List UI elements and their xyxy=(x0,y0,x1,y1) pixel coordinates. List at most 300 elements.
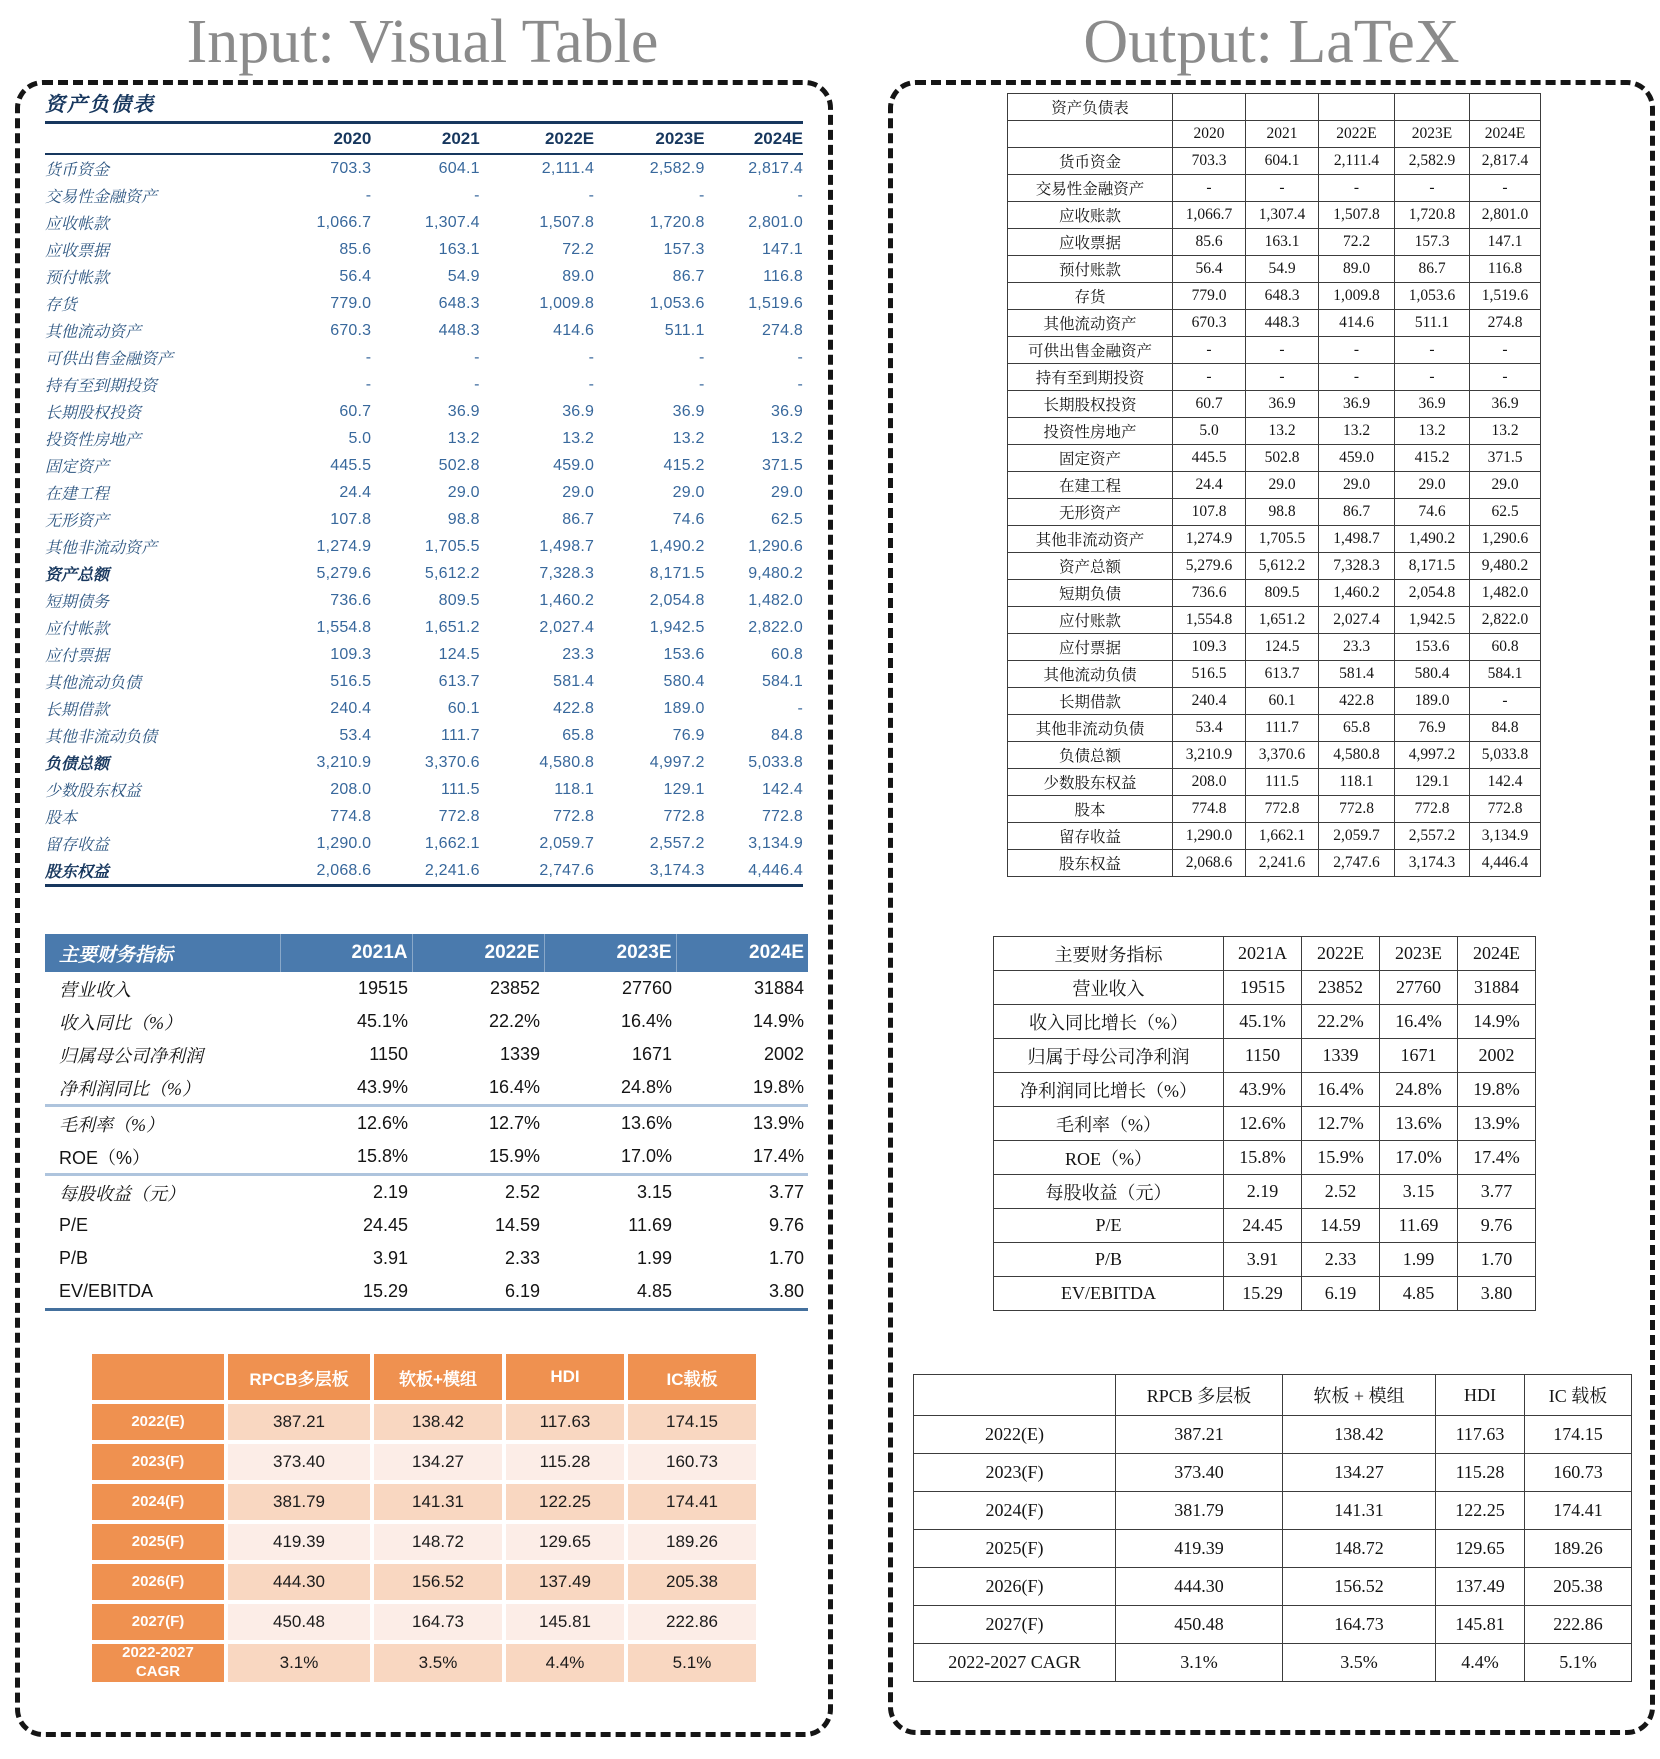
cell-value: 809.5 xyxy=(438,591,480,609)
cell-value: 208.0 xyxy=(1173,769,1246,796)
cell-value: 415.2 xyxy=(1395,445,1470,472)
cell-value: 13.6% xyxy=(620,1113,672,1133)
cell-value: 3.15 xyxy=(636,1182,672,1202)
row-label: 在建工程 xyxy=(45,486,110,503)
cell-value: 1,519.6 xyxy=(1470,283,1541,310)
cell-value: 19515 xyxy=(1224,971,1302,1005)
cell-value: 205.38 xyxy=(628,1564,756,1600)
cell-value: 772.8 xyxy=(663,807,705,825)
cell-value: 13.2 xyxy=(562,429,595,447)
cell-value: 60.1 xyxy=(1246,688,1319,715)
row-label: 留存收益 xyxy=(1008,823,1173,850)
table-row xyxy=(45,1209,808,1242)
table-row xyxy=(1008,472,1541,499)
cell-value: 2,822.0 xyxy=(1470,607,1541,634)
cell-value: 445.5 xyxy=(330,456,372,474)
cell-value: 13.2 xyxy=(771,429,803,447)
row-label: 2025(F) xyxy=(92,1524,224,1560)
output-panel-title: Output: LaTeX xyxy=(1083,8,1460,76)
cell-value: 2,582.9 xyxy=(1395,148,1470,175)
cell-value: 15.8% xyxy=(1224,1141,1302,1175)
cell-value: 3.5% xyxy=(1283,1644,1436,1682)
row-label: ROE（%） xyxy=(994,1141,1224,1175)
row-label: 其他流动资产 xyxy=(1008,310,1173,337)
row-label: 毛利率（%） xyxy=(59,1114,164,1135)
cell-value: 1,482.0 xyxy=(748,591,803,609)
table-row xyxy=(45,614,803,641)
cell-value: 5.0 xyxy=(1173,418,1246,445)
cell-value: 3.80 xyxy=(676,1275,808,1310)
cell-value: 1,498.7 xyxy=(1319,526,1395,553)
cell-value: 98.8 xyxy=(1246,499,1319,526)
cell-value: 189.0 xyxy=(1395,688,1470,715)
row-label: 应收票据 xyxy=(1008,229,1173,256)
row-label: 其他非流动负债 xyxy=(1008,715,1173,742)
cell-value: 381.79 xyxy=(228,1484,370,1520)
latex-segment-forecast xyxy=(913,1374,1632,1682)
cell-value: - xyxy=(1470,364,1541,391)
cell-value: 580.4 xyxy=(1395,661,1470,688)
table-row xyxy=(1008,148,1541,175)
cell-value: 14.9% xyxy=(1458,1005,1536,1039)
cell-value: 205.38 xyxy=(1525,1568,1632,1606)
cell-value: 115.28 xyxy=(1436,1454,1525,1492)
cell-value: 703.3 xyxy=(1173,148,1246,175)
cell-value: 5,279.6 xyxy=(1173,553,1246,580)
cell-value: 22.2% xyxy=(488,1011,540,1031)
header-row xyxy=(1008,94,1541,121)
balance-sheet-visual xyxy=(45,88,803,887)
row-label: 货币资金 xyxy=(1008,148,1173,175)
cell-value: 29.0 xyxy=(447,483,480,501)
cell-value: 648.3 xyxy=(438,294,480,312)
row-label: 营业收入 xyxy=(994,971,1224,1005)
table-row xyxy=(994,1209,1536,1243)
table-row xyxy=(45,641,803,668)
row-label: 2022(E) xyxy=(92,1404,224,1440)
cell-value: 5.0 xyxy=(348,429,372,447)
cell-value: 29.0 xyxy=(1395,472,1470,499)
cell-value: 122.25 xyxy=(1436,1492,1525,1530)
cell-value: 1,554.8 xyxy=(1173,607,1246,634)
cell-value: 2,822.0 xyxy=(748,618,803,636)
cell-value: 189.0 xyxy=(663,699,705,717)
cell-value: 4,446.4 xyxy=(1470,850,1541,877)
cell-value: 62.5 xyxy=(771,510,803,528)
row-label: 其他非流动资产 xyxy=(1008,526,1173,553)
cell-value: 774.8 xyxy=(1173,796,1246,823)
table-row xyxy=(45,1140,808,1175)
table-row xyxy=(1008,661,1541,688)
cell-value: 36.9 xyxy=(447,402,480,420)
cell-value: 1,053.6 xyxy=(1395,283,1470,310)
cell-value: 459.0 xyxy=(1319,445,1395,472)
cell-value: 4.85 xyxy=(544,1275,676,1310)
cell-value: 4.4% xyxy=(1436,1644,1525,1682)
cell-value: 1,662.1 xyxy=(1246,823,1319,850)
column-header: 软板+模组 xyxy=(374,1354,502,1400)
year-header: 2022E xyxy=(480,124,594,154)
cell-value: 13.9% xyxy=(752,1113,804,1133)
cell-value: 1,307.4 xyxy=(1246,202,1319,229)
table-row xyxy=(45,1275,808,1310)
cell-value: 5,612.2 xyxy=(1246,553,1319,580)
column-header: HDI xyxy=(1436,1375,1525,1416)
cell-value: 134.27 xyxy=(374,1444,502,1480)
table-row xyxy=(45,154,803,182)
cell-value: 86.7 xyxy=(1395,256,1470,283)
cell-value: 138.42 xyxy=(374,1404,502,1440)
cell-value: 148.72 xyxy=(374,1524,502,1560)
cell-value: 13.2 xyxy=(1319,418,1395,445)
table-row xyxy=(1008,202,1541,229)
cell-value: 4,997.2 xyxy=(1395,742,1470,769)
cell-value: 8,171.5 xyxy=(649,564,705,582)
table-row xyxy=(45,479,803,506)
cell-value: 19515 xyxy=(357,978,408,998)
row-label: 持有至到期投资 xyxy=(1008,364,1173,391)
cell-value: 772.8 xyxy=(1246,796,1319,823)
cell-value: 137.49 xyxy=(1436,1568,1525,1606)
cell-value: 2.52 xyxy=(1302,1175,1380,1209)
cell-value: 772.8 xyxy=(1470,796,1541,823)
cell-value: - xyxy=(365,348,372,366)
cell-value: 36.9 xyxy=(1395,391,1470,418)
column-header: IC 载板 xyxy=(1525,1375,1632,1416)
cell-value: 2002 xyxy=(1458,1039,1536,1073)
row-label: 投资性房地产 xyxy=(1008,418,1173,445)
cell-value: 160.73 xyxy=(628,1444,756,1480)
row-label: 2022(E) xyxy=(914,1416,1116,1454)
cell-value: 107.8 xyxy=(1173,499,1246,526)
cell-value: 2,059.7 xyxy=(539,834,595,852)
cell-value: 240.4 xyxy=(330,699,372,717)
cell-value: 373.40 xyxy=(228,1444,370,1480)
row-label: 归属于母公司净利润 xyxy=(994,1039,1224,1073)
cell-value: 2.19 xyxy=(372,1182,408,1202)
cell-value: 516.5 xyxy=(330,672,372,690)
cell-value: 157.3 xyxy=(1395,229,1470,256)
table-row xyxy=(45,236,803,263)
row-label: 2027(F) xyxy=(92,1604,224,1640)
table-row xyxy=(994,1277,1536,1311)
cell-value: 12.6% xyxy=(1224,1107,1302,1141)
table-row xyxy=(45,587,803,614)
table-row xyxy=(1008,337,1541,364)
cell-value: 2,241.6 xyxy=(1246,850,1319,877)
cell-value: 109.3 xyxy=(1173,634,1246,661)
cell-value: 1,290.0 xyxy=(316,834,372,852)
row-label: 其他流动资产 xyxy=(45,324,142,341)
cell-value: 153.6 xyxy=(663,645,705,663)
row-label: 交易性金融资产 xyxy=(45,189,158,206)
empty-cell xyxy=(1008,121,1173,148)
cell-value: 2.19 xyxy=(1224,1175,1302,1209)
table-row xyxy=(1008,256,1541,283)
cell-value: 111.5 xyxy=(441,780,480,798)
cell-value: 54.9 xyxy=(447,267,480,285)
cell-value: 117.63 xyxy=(506,1404,624,1440)
year-header: 2024E xyxy=(705,124,803,154)
cell-value: 1,460.2 xyxy=(539,591,595,609)
cell-value: 2,241.6 xyxy=(371,857,479,886)
table-row xyxy=(45,857,803,886)
cell-value: 1,651.2 xyxy=(424,618,480,636)
cell-value: 174.15 xyxy=(1525,1416,1632,1454)
cell-value: 13.9% xyxy=(1458,1107,1536,1141)
cell-value: 3.91 xyxy=(372,1248,408,1268)
cell-value: - xyxy=(1395,175,1470,202)
row-label: 营业收入 xyxy=(59,979,131,1000)
cell-value: 124.5 xyxy=(438,645,480,663)
column-header: HDI xyxy=(506,1354,624,1400)
cell-value: 118.1 xyxy=(554,780,595,798)
cell-value: 4,580.8 xyxy=(1319,742,1395,769)
cell-value: 774.8 xyxy=(330,807,372,825)
cell-value: 107.8 xyxy=(330,510,372,528)
table-row xyxy=(92,1484,756,1520)
cell-value: 222.86 xyxy=(628,1604,756,1640)
cell-value: - xyxy=(474,186,480,204)
cell-value: 148.72 xyxy=(1283,1530,1436,1568)
row-label: 2024(F) xyxy=(914,1492,1116,1530)
table-row xyxy=(1008,499,1541,526)
cell-value: 24.45 xyxy=(1224,1209,1302,1243)
cell-value: 1,290.0 xyxy=(1173,823,1246,850)
cell-value: 174.15 xyxy=(628,1404,756,1440)
cell-value: 74.6 xyxy=(672,510,705,528)
year-header: 2021A xyxy=(280,934,412,972)
cell-value: 2,068.6 xyxy=(1173,850,1246,877)
balance-sheet-grid xyxy=(45,124,803,887)
row-label: 固定资产 xyxy=(1008,445,1173,472)
cell-value: 3.91 xyxy=(1224,1243,1302,1277)
cell-value: - xyxy=(474,375,480,393)
cell-value: 2,582.9 xyxy=(649,159,705,177)
cell-value: 6.19 xyxy=(1302,1277,1380,1311)
cell-value: 157.3 xyxy=(663,240,705,258)
cell-value: 12.6% xyxy=(356,1113,408,1133)
cell-value: 14.59 xyxy=(1302,1209,1380,1243)
table-row xyxy=(45,317,803,344)
year-header: 2022E xyxy=(412,934,544,972)
row-label: 2022-2027 CAGR xyxy=(92,1644,224,1682)
row-label: 应付票据 xyxy=(45,648,110,665)
cell-value: 24.8% xyxy=(544,1071,676,1106)
table-row xyxy=(45,290,803,317)
cell-value: - xyxy=(1246,175,1319,202)
cell-value: 1150 xyxy=(1224,1039,1302,1073)
latex-balance-sheet xyxy=(1007,93,1541,877)
cell-value: 414.6 xyxy=(1319,310,1395,337)
table-row xyxy=(1008,553,1541,580)
header-cell: 2020 xyxy=(1173,121,1246,148)
cell-value: 31884 xyxy=(1458,971,1536,1005)
table-row xyxy=(92,1564,756,1600)
table-row xyxy=(1008,175,1541,202)
cell-value: 29.0 xyxy=(1246,472,1319,499)
cell-value: 4.4% xyxy=(506,1644,624,1682)
year-header: 2024E xyxy=(676,934,808,972)
row-label: 无形资产 xyxy=(45,513,110,530)
cell-value: 2.33 xyxy=(1302,1243,1380,1277)
metrics-header-row xyxy=(45,934,808,972)
table-row xyxy=(45,749,803,776)
cell-value: 19.8% xyxy=(1458,1073,1536,1107)
cell-value: 1.99 xyxy=(1380,1243,1458,1277)
cell-value: 3,134.9 xyxy=(1470,823,1541,850)
cell-value: 613.7 xyxy=(438,672,480,690)
empty-cell xyxy=(1470,94,1541,121)
cell-value: 381.79 xyxy=(1116,1492,1283,1530)
table-row xyxy=(45,398,803,425)
row-label: 股东权益 xyxy=(1008,850,1173,877)
row-label: 收入同比（%） xyxy=(59,1012,182,1033)
cell-value: 16.4% xyxy=(1380,1005,1458,1039)
cell-value: 85.6 xyxy=(339,240,372,258)
cell-value: 43.9% xyxy=(1224,1073,1302,1107)
table-row xyxy=(914,1492,1632,1530)
row-label: 其他非流动资产 xyxy=(45,540,158,557)
row-label: 2025(F) xyxy=(914,1530,1116,1568)
row-label: 长期借款 xyxy=(1008,688,1173,715)
row-label: 2024(F) xyxy=(92,1484,224,1520)
cell-value: 24.8% xyxy=(1380,1073,1458,1107)
cell-value: 580.4 xyxy=(663,672,705,690)
cell-value: 1,009.8 xyxy=(539,294,595,312)
year-header: 2023E xyxy=(594,124,704,154)
cell-value: 5,279.6 xyxy=(316,564,372,582)
cell-value: - xyxy=(699,375,705,393)
cell-value: 122.25 xyxy=(506,1484,624,1520)
cell-value: - xyxy=(588,375,595,393)
cell-value: 274.8 xyxy=(1470,310,1541,337)
cell-value: 3.80 xyxy=(1458,1277,1536,1311)
table-row xyxy=(45,803,803,830)
cell-value: 3.5% xyxy=(374,1644,502,1682)
cell-value: 1,066.7 xyxy=(1173,202,1246,229)
row-label: 固定资产 xyxy=(45,459,110,476)
cell-value: - xyxy=(1395,337,1470,364)
table-row xyxy=(994,1175,1536,1209)
cell-value: 43.9% xyxy=(280,1071,412,1106)
cell-value: 5,033.8 xyxy=(748,753,803,771)
key-metrics-grid xyxy=(45,934,808,1311)
cell-value: 8,171.5 xyxy=(1395,553,1470,580)
cell-value: 9,480.2 xyxy=(748,564,803,582)
cell-value: 3.1% xyxy=(228,1644,370,1682)
row-label: 长期股权投资 xyxy=(45,405,142,422)
cell-value: 1,490.2 xyxy=(1395,526,1470,553)
cell-value: 23852 xyxy=(489,978,540,998)
row-label: 毛利率（%） xyxy=(994,1107,1224,1141)
cell-value: 86.7 xyxy=(1319,499,1395,526)
cell-value: 145.81 xyxy=(506,1604,624,1640)
cell-value: 189.26 xyxy=(628,1524,756,1560)
table-row xyxy=(45,344,803,371)
cell-value: 2,747.6 xyxy=(480,857,594,886)
cell-value: 1,662.1 xyxy=(424,834,480,852)
cell-value: 604.1 xyxy=(438,159,480,177)
cell-value: 772.8 xyxy=(438,807,480,825)
cell-value: 1339 xyxy=(1302,1039,1380,1073)
cell-value: 3,174.3 xyxy=(594,857,704,886)
cell-value: 373.40 xyxy=(1116,1454,1283,1492)
row-label: 2026(F) xyxy=(92,1564,224,1600)
latex-key-metrics xyxy=(993,936,1536,1311)
cell-value: 2,111.4 xyxy=(541,159,595,177)
cell-value: 22.2% xyxy=(1302,1005,1380,1039)
row-label: 2023(F) xyxy=(92,1444,224,1480)
cell-value: 76.9 xyxy=(1395,715,1470,742)
row-label: 可供出售金融资产 xyxy=(45,351,174,368)
cell-value: 419.39 xyxy=(1116,1530,1283,1568)
column-header: IC载板 xyxy=(628,1354,756,1400)
cell-value: 7,328.3 xyxy=(539,564,595,582)
cell-value: 2,817.4 xyxy=(1470,148,1541,175)
row-label: 其他流动负债 xyxy=(45,675,142,692)
table-row xyxy=(1008,391,1541,418)
cell-value: 36.9 xyxy=(562,402,595,420)
cell-value: 613.7 xyxy=(1246,661,1319,688)
cell-value: 29.0 xyxy=(1470,472,1541,499)
cell-value: 415.2 xyxy=(663,456,705,474)
cell-value: 511.1 xyxy=(1395,310,1470,337)
table-row xyxy=(45,1106,808,1141)
row-label: P/E xyxy=(994,1209,1224,1243)
cell-value: 111.5 xyxy=(1246,769,1319,796)
cell-value: 5.1% xyxy=(1525,1644,1632,1682)
table-row xyxy=(92,1644,756,1682)
column-header: RPCB多层板 xyxy=(228,1354,370,1400)
cell-value: 142.4 xyxy=(761,780,803,798)
cell-value: 3,210.9 xyxy=(316,753,372,771)
cell-value: 1,651.2 xyxy=(1246,607,1319,634)
cell-value: - xyxy=(1246,337,1319,364)
cell-value: 53.4 xyxy=(339,726,372,744)
cell-value: 422.8 xyxy=(553,699,595,717)
cell-value: 72.2 xyxy=(562,240,595,258)
cell-value: 4,446.4 xyxy=(705,857,803,886)
cell-value: 1,274.9 xyxy=(316,537,372,555)
cell-value: 9.76 xyxy=(1458,1209,1536,1243)
cell-value: 371.5 xyxy=(1470,445,1541,472)
year-header: 2023E xyxy=(544,934,676,972)
row-label: 其他流动负债 xyxy=(1008,661,1173,688)
cell-value: 15.8% xyxy=(280,1140,412,1175)
cell-value: 444.30 xyxy=(1116,1568,1283,1606)
cell-value: 13.2 xyxy=(1246,418,1319,445)
cell-value: 24.4 xyxy=(339,483,372,501)
row-label: 交易性金融资产 xyxy=(1008,175,1173,202)
cell-value: 1,942.5 xyxy=(649,618,705,636)
cell-value: 502.8 xyxy=(438,456,480,474)
row-label: 2022-2027 CAGR xyxy=(914,1644,1116,1682)
cell-value: 36.9 xyxy=(1319,391,1395,418)
row-label: 净利润同比（%） xyxy=(45,1071,280,1106)
row-label: 净利润同比增长（%） xyxy=(994,1073,1224,1107)
cell-value: 1,507.8 xyxy=(539,213,595,231)
table-row xyxy=(994,1141,1536,1175)
cell-value: 1,705.5 xyxy=(1246,526,1319,553)
cell-value: 45.1% xyxy=(1224,1005,1302,1039)
header-cell: 2023E xyxy=(1395,121,1470,148)
cell-value: - xyxy=(699,348,705,366)
year-header: 2021 xyxy=(371,124,479,154)
cell-value: 13.2 xyxy=(447,429,480,447)
cell-value: 89.0 xyxy=(562,267,595,285)
table-row xyxy=(45,776,803,803)
